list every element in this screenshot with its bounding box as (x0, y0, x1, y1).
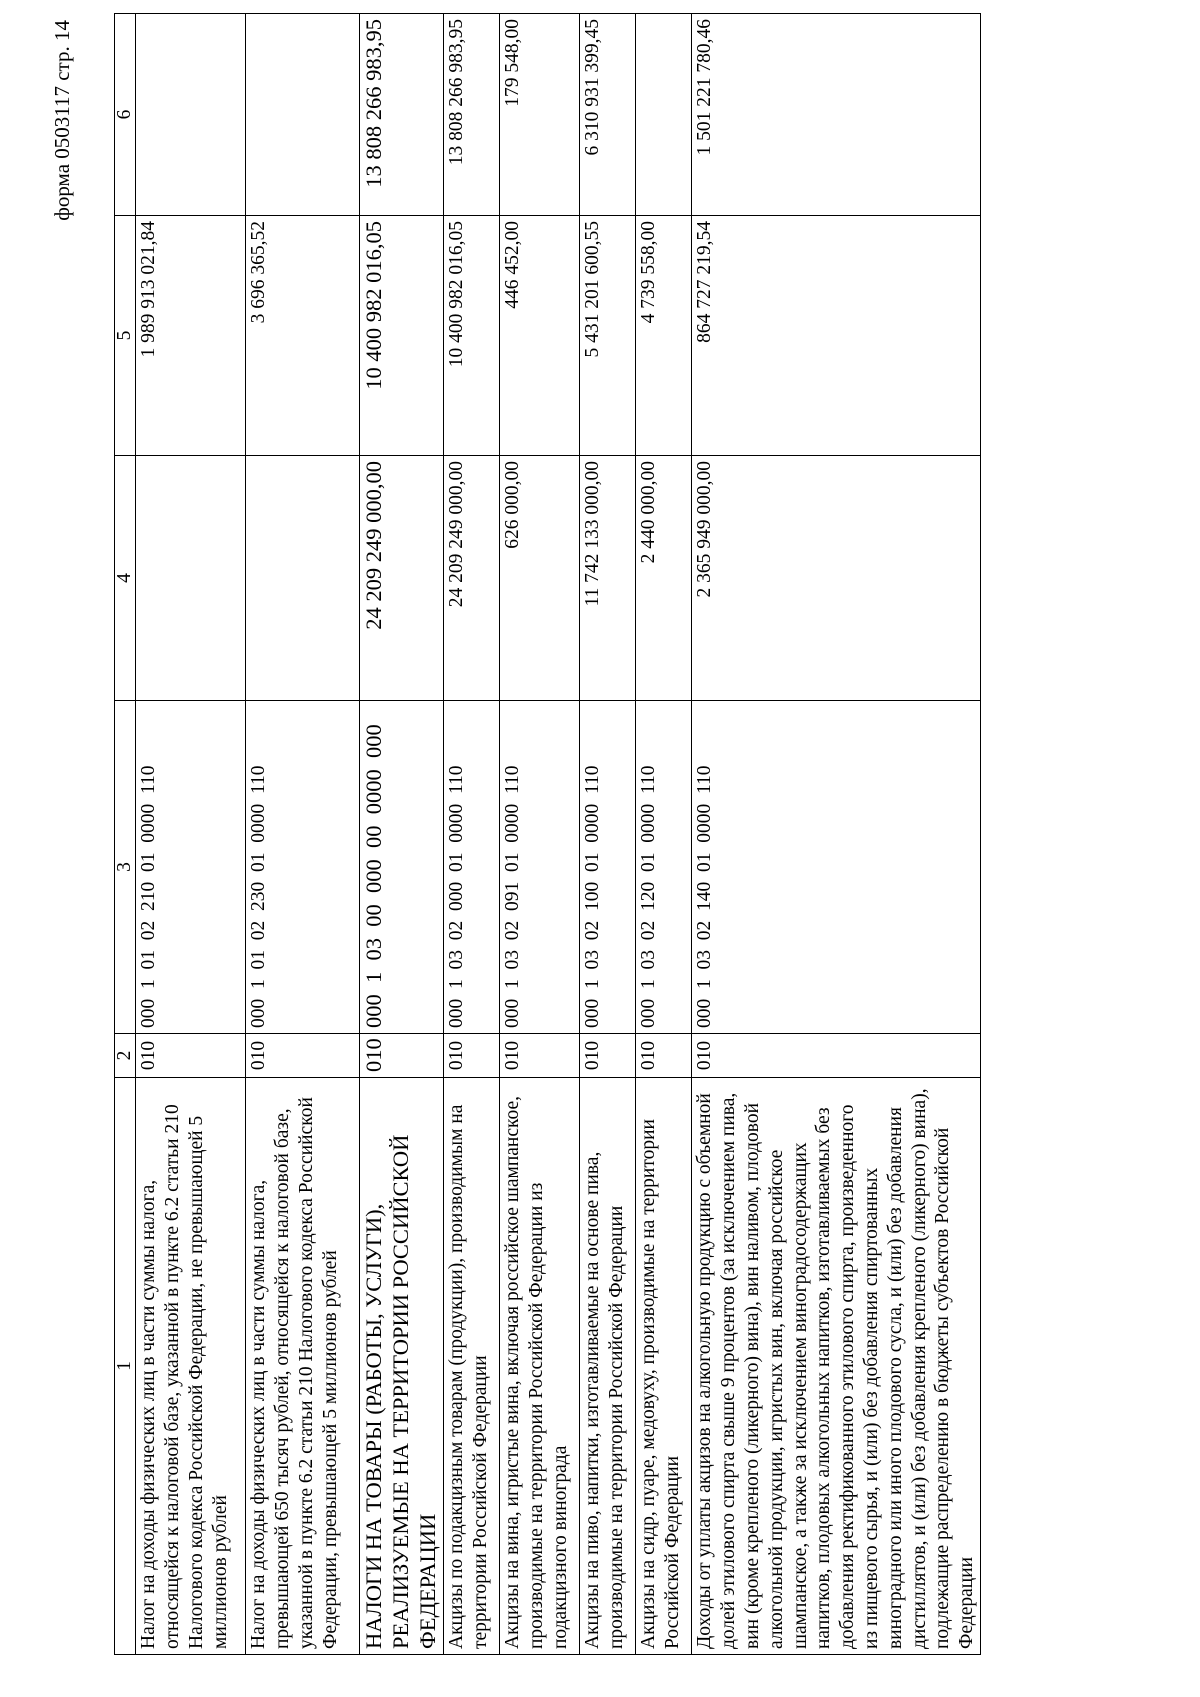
table-row (246, 14, 360, 1655)
column-number: 3 (115, 701, 136, 1034)
row-unexecuted: 6 310 931 399,45 (580, 14, 636, 216)
row-code: 010 (360, 1034, 444, 1078)
row-unexecuted (246, 14, 360, 216)
row-name: НАЛОГИ НА ТОВАРЫ (РАБОТЫ, УСЛУГИ), РЕАЛИЗУЕМЫЕ НА ТЕРРИТОРИИ РОССИЙСКОЙ ФЕДЕРАЦИИ (360, 1078, 444, 1655)
row-code: 010 (692, 1034, 980, 1078)
row-kbk: 000 1 03 00 000 00 0000 000 (360, 701, 444, 1034)
row-code: 010 (500, 1034, 580, 1078)
row-executed: 10 400 982 016,05 (360, 216, 444, 456)
row-unexecuted (136, 14, 246, 216)
table-row (636, 14, 692, 1655)
row-kbk: 000 1 03 02 120 01 0000 110 (636, 701, 692, 1034)
row-unexecuted: 13 808 266 983,95 (444, 14, 500, 216)
row-code: 010 (246, 1034, 360, 1078)
column-number: 4 (115, 456, 136, 701)
row-executed: 446 452,00 (500, 216, 580, 456)
row-approved: 626 000,00 (500, 456, 580, 701)
row-code: 010 (444, 1034, 500, 1078)
row-name: Налог на доходы физических лиц в части суммы налога, относящейся к налоговой базе, указанной в пункте 6.2 статьи 210 Налогового кодекса Российской Федерации, не превышающей 5 миллионов рублей (136, 1078, 246, 1655)
table-row (444, 14, 500, 1655)
row-executed: 10 400 982 016,05 (444, 216, 500, 456)
row-kbk: 000 1 03 02 140 01 0000 110 (692, 701, 980, 1034)
column-number: 2 (115, 1034, 136, 1078)
column-number: 5 (115, 216, 136, 456)
column-number: 1 (115, 1078, 136, 1655)
row-executed: 5 431 201 600,55 (580, 216, 636, 456)
row-executed: 864 727 219,54 (692, 216, 980, 456)
table-row (500, 14, 580, 1655)
row-approved (136, 456, 246, 701)
row-unexecuted: 1 501 221 780,46 (692, 14, 980, 216)
row-name: Акцизы по подакцизным товарам (продукции), производимым на территории Российской Федерации (444, 1078, 500, 1655)
row-name: Акцизы на пиво, напитки, изготавливаемые на основе пива, производимые на территории Российской Федерации (580, 1078, 636, 1655)
row-approved: 11 742 133 000,00 (580, 456, 636, 701)
row-kbk: 000 1 01 02 210 01 0000 110 (136, 701, 246, 1034)
row-name: Акцизы на вина, игристые вина, включая российское шампанское, производимые на территории Российской Федерации из подакцизного винограда (500, 1078, 580, 1655)
row-approved: 24 209 249 000,00 (360, 456, 444, 701)
row-unexecuted: 13 808 266 983,95 (360, 14, 444, 216)
row-unexecuted (636, 14, 692, 216)
row-kbk: 000 1 03 02 091 01 0000 110 (500, 701, 580, 1034)
column-number-row (115, 14, 136, 1655)
row-executed: 3 696 365,52 (246, 216, 360, 456)
row-approved (246, 456, 360, 701)
column-number: 6 (115, 14, 136, 216)
row-code: 010 (636, 1034, 692, 1078)
row-name: Доходы от уплаты акцизов на алкогольную продукцию с объемной долей этилового спирта свыше 9 процентов (за исключением пива, вин (кроме крепленого (ликерного) вина), вин наливом, плодовой алкогольной продукции, игристых вин, включая российское шампанское, а также за исключением виноградосодержащих напитков, плодовых алкогольных напитков, изготавливаемых без добавления ректификованного этилового спирта, произведенного из пищевого сырья, и (или) без добавления спиртованных виноградного или иного плодового сусла, и (или) без добавления дистиллятов, и (или) без добавления крепленого (ликерного) вина), подлежащие распределению в бюджеты субъектов Российской Федерации (692, 1078, 980, 1655)
row-name: Акцизы на сидр, пуаре, медовуху, производимые на территории Российской Федерации (636, 1078, 692, 1655)
row-code: 010 (580, 1034, 636, 1078)
revenue-table (114, 13, 981, 1655)
row-name: Налог на доходы физических лиц в части суммы налога, превышающей 650 тысяч рублей, относящейся к налоговой базе, указанной в пункте 6.2 статьи 210 Налогового кодекса Российской Федерации, превышающей 5 миллионов рублей (246, 1078, 360, 1655)
row-approved: 2 365 949 000,00 (692, 456, 980, 701)
row-executed: 4 739 558,00 (636, 216, 692, 456)
form-label: форма 0503117 стр. 14 (50, 20, 74, 221)
table-row (692, 14, 980, 1655)
row-executed: 1 989 913 021,84 (136, 216, 246, 456)
row-unexecuted: 179 548,00 (500, 14, 580, 216)
row-kbk: 000 1 03 02 100 01 0000 110 (580, 701, 636, 1034)
row-kbk: 000 1 03 02 000 01 0000 110 (444, 701, 500, 1034)
row-kbk: 000 1 01 02 230 01 0000 110 (246, 701, 360, 1034)
table-row (136, 14, 246, 1655)
row-approved: 24 209 249 000,00 (444, 456, 500, 701)
row-approved: 2 440 000,00 (636, 456, 692, 701)
row-code: 010 (136, 1034, 246, 1078)
table-row (360, 14, 444, 1655)
table-row (580, 14, 636, 1655)
